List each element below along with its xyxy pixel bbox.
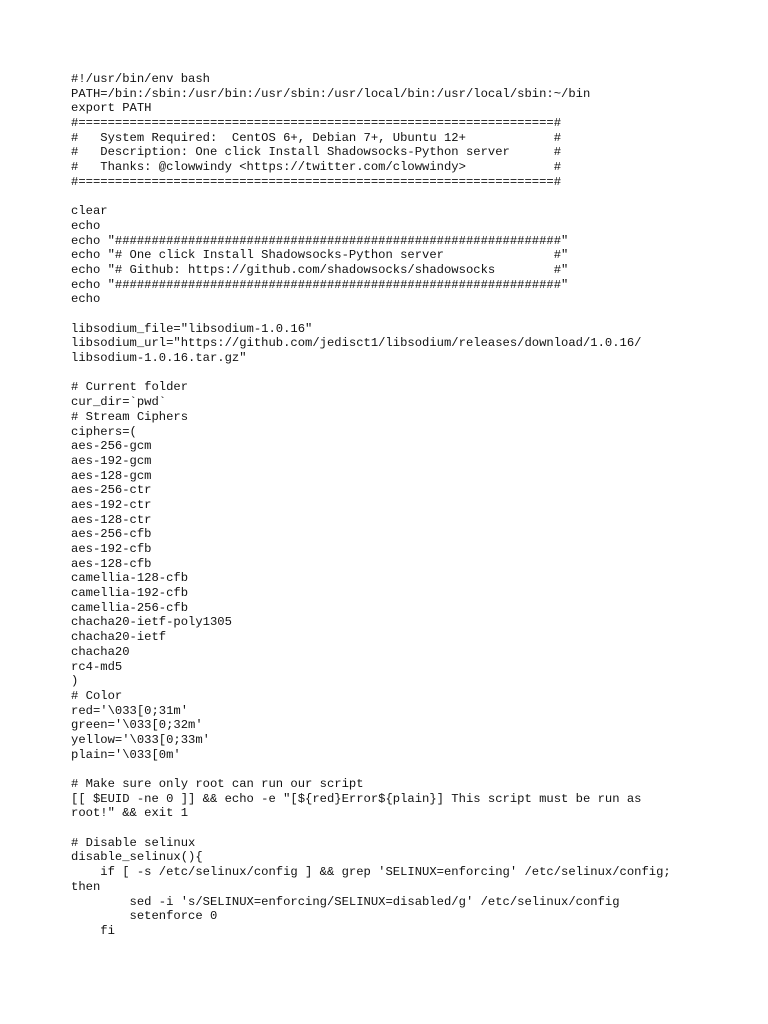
code-line: chacha20-ietf (71, 630, 167, 645)
code-line: aes-128-gcm (71, 468, 152, 483)
code-line: aes-192-gcm (71, 453, 152, 468)
code-line: # Stream Ciphers (71, 409, 189, 424)
code-line: ciphers=( (71, 424, 137, 439)
blank-line (71, 307, 671, 322)
code-line: aes-256-ctr (71, 483, 152, 498)
code-line: fi (71, 923, 115, 938)
blank-line (71, 821, 671, 836)
code-line: aes-256-gcm (71, 439, 152, 454)
code-line: export PATH (71, 101, 152, 116)
code-line: # Description: One click Install Shadowsocks-Python server # (71, 145, 562, 160)
code-line: #=================================================================# (71, 116, 562, 131)
code-line: root!" && exit 1 (71, 806, 189, 821)
code-line: # Disable selinux (71, 835, 196, 850)
code-line: # Make sure only root can run our script (71, 777, 364, 791)
code-line: green='\033[0;32m' (71, 718, 203, 733)
code-line: aes-192-cfb (71, 542, 152, 556)
code-line: if [ -s /etc/selinux/config ] && grep 'SELINUX=enforcing' /etc/selinux/config; (71, 865, 671, 880)
code-line: camellia-192-cfb (71, 586, 189, 601)
script-code-block (71, 72, 671, 939)
code-line: aes-128-cfb (71, 556, 152, 571)
code-line: libsodium-1.0.16.tar.gz" (71, 351, 247, 366)
code-line: echo "#############################################################" (71, 277, 569, 292)
code-line: chacha20 (71, 644, 130, 659)
code-line: [[ $EUID -ne 0 ]] && echo -e "[${red}Error${plain}] This script must be run as (71, 791, 642, 806)
code-line: then (71, 879, 101, 894)
code-line: #=================================================================# (71, 174, 562, 189)
code-line: red='\033[0;31m' (71, 703, 189, 718)
code-line: # Thanks: @clowwindy <https://twitter.com/clowwindy> # (71, 160, 562, 175)
code-line: echo (71, 292, 101, 307)
code-line: aes-128-ctr (71, 512, 152, 527)
code-line: clear (71, 204, 108, 219)
code-line: rc4-md5 (71, 659, 123, 674)
blank-line (71, 762, 671, 777)
code-line: aes-256-cfb (71, 527, 152, 542)
code-line: #!/usr/bin/env bash (71, 72, 210, 86)
code-line: libsodium_url="https://github.com/jedisct1/libsodium/releases/download/1.0.16/ (71, 336, 642, 351)
code-line: libsodium_file="libsodium-1.0.16" (71, 321, 313, 336)
code-line: chacha20-ietf-poly1305 (71, 615, 232, 630)
code-line: plain='\033[0m' (71, 747, 181, 762)
code-line: setenforce 0 (71, 909, 218, 924)
code-line: disable_selinux(){ (71, 850, 203, 865)
code-line: sed -i 's/SELINUX=enforcing/SELINUX=disabled/g' /etc/selinux/config (71, 894, 620, 909)
code-line: # System Required: CentOS 6+, Debian 7+, Ubuntu 12+ # (71, 130, 562, 145)
code-line: yellow='\033[0;33m' (71, 732, 210, 747)
code-line: echo (71, 218, 101, 233)
blank-line (71, 366, 671, 381)
code-line: echo "# Github: https://github.com/shadowsocks/shadowsocks #" (71, 262, 569, 277)
code-line: # Color (71, 688, 123, 703)
code-line: camellia-128-cfb (71, 571, 189, 586)
code-line: cur_dir=`pwd` (71, 395, 167, 410)
code-line: aes-192-ctr (71, 497, 152, 512)
code-line: echo "#############################################################" (71, 233, 569, 248)
code-line: # Current folder (71, 380, 189, 395)
blank-line (71, 190, 671, 205)
code-line: PATH=/bin:/sbin:/usr/bin:/usr/sbin:/usr/local/bin:/usr/local/sbin:~/bin (71, 86, 591, 101)
code-line: echo "# One click Install Shadowsocks-Python server #" (71, 248, 569, 263)
code-line: camellia-256-cfb (71, 600, 189, 615)
code-line: ) (71, 674, 79, 689)
